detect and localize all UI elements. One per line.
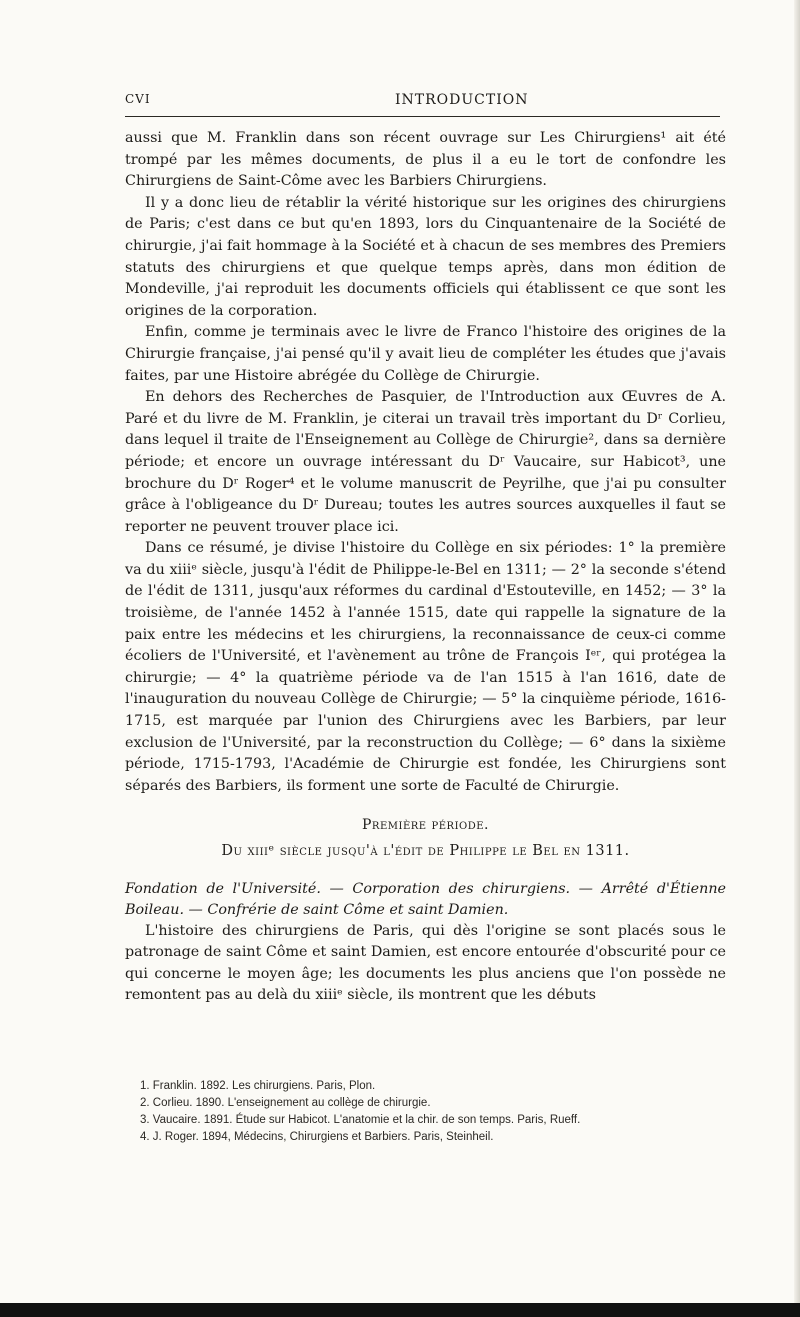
- section-title: Première période.: [362, 817, 489, 834]
- footnotes: [140, 1078, 740, 1146]
- paragraph: L'histoire des chirurgiens de Paris, qui dès l'origine se sont placés sous le patronage de saint Côme et saint Damien, est encore entourée d'obscurité pour ce qui concerne le moyen âge; les documents les plus anciens que l'on possède ne remontent pas au delà du xiiiᵉ siècle, ils montrent que les débuts: [125, 922, 726, 1004]
- footnote: 1. Franklin. 1892. Les chirurgiens. Paris, Plon.: [140, 1080, 376, 1092]
- page-number: CVI: [125, 92, 151, 106]
- scan-border: [0, 1303, 800, 1317]
- paragraph: En dehors des Recherches de Pasquier, de l'Introduction aux Œuvres de A. Paré et du livre de M. Franklin, je citerai un travail très important du Dʳ Corlieu, dans lequel il traite de l'Enseignement au Collège de Chirurgie², dans sa dernière période; et encore un ouvrage intéressant du Dʳ Vaucaire, sur Habicot³, une brochure du Dʳ Roger⁴ et le volume manuscrit de Peyrilhe, que j'ai pu consulter grâce à l'obligeance du Dʳ Dureau; toutes les autres sources auxquelles il faut se reporter ne peuvent trouver place ici.: [125, 389, 726, 535]
- footnote: 2. Corlieu. 1890. L'enseignement au collège de chirurgie.: [140, 1097, 431, 1109]
- header-rule: [125, 116, 720, 117]
- page-body: [125, 128, 726, 1007]
- paragraph: Il y a donc lieu de rétablir la vérité historique sur les origines des chirurgiens de Paris; c'est dans ce but qu'en 1893, lors du Cinquantenaire de la Société de chirurgie, j'ai fait hommage à la Société et à chacun de ses membres des Premiers statuts des chirurgiens et que quelque temps après, dans mon édition de Mondeville, j'ai reproduit les documents officiels qui établissent ce que sont les origines de la corporation.: [125, 194, 726, 319]
- footnote: 4. J. Roger. 1894, Médecins, Chirurgiens et Barbiers. Paris, Steinheil.: [140, 1131, 494, 1143]
- running-title: INTRODUCTION: [395, 92, 529, 108]
- section-subtitle: Du xiiiᵉ siècle jusqu'à l'édit de Philippe le Bel en 1311.: [221, 843, 630, 859]
- footnote: 3. Vaucaire. 1891. Étude sur Habicot. L'anatomie et la chir. de son temps. Paris, Rueff.: [140, 1114, 581, 1126]
- paragraph: aussi que M. Franklin dans son récent ouvrage sur Les Chirurgiens¹ ait été trompé par les mêmes documents, de plus il a eu le tort de confondre les Chirurgiens de Saint-Côme avec les Barbiers Chirurgiens.: [125, 130, 726, 190]
- paragraph: Dans ce résumé, je divise l'histoire du Collège en six périodes: 1° la première va du xiiiᵉ siècle, jusqu'à l'édit de Philippe-le-Bel en 1311; — 2° la seconde s'étend de l'édit de 1311, jusqu'aux réformes du cardinal d'Estouteville, en 1452; — 3° la troisième, de l'année 1452 à l'année 1515, date qui rappelle la signature de la paix entre les médecins et les chirurgiens, la reconnaissance de ceux-ci comme écoliers de l'Université, et l'avènement au trône de François Iᵉʳ, qui protégea la chirurgie; — 4° la quatrième période va de l'an 1515 à l'an 1616, date de l'inauguration du nouveau Collège de Chirurgie; — 5° la cinquième période, 1616-1715, est marquée par l'union des Chirurgiens avec les Barbiers, par leur exclusion de l'Université, par la reconstruction du Collège; — 6° dans la sixième période, 1715-1793, l'Académie de Chirurgie est fondée, les Chirurgiens sont séparés des Barbiers, ils forment une sorte de Faculté de Chirurgie.: [125, 540, 726, 794]
- page-edge: [794, 0, 800, 1317]
- paragraph: Enfin, comme je terminais avec le livre de Franco l'histoire des origines de la Chirurgie française, j'ai pensé qu'il y avait lieu de compléter les études que j'avais faites, par une Histoire abrégée du Collège de Chirurgie.: [125, 324, 726, 384]
- page-header: [125, 92, 720, 116]
- section-subjects: Fondation de l'Université. — Corporation des chirurgiens. — Arrêté d'Étienne Boileau. — Confrérie de saint Côme et saint Damien.: [125, 880, 726, 918]
